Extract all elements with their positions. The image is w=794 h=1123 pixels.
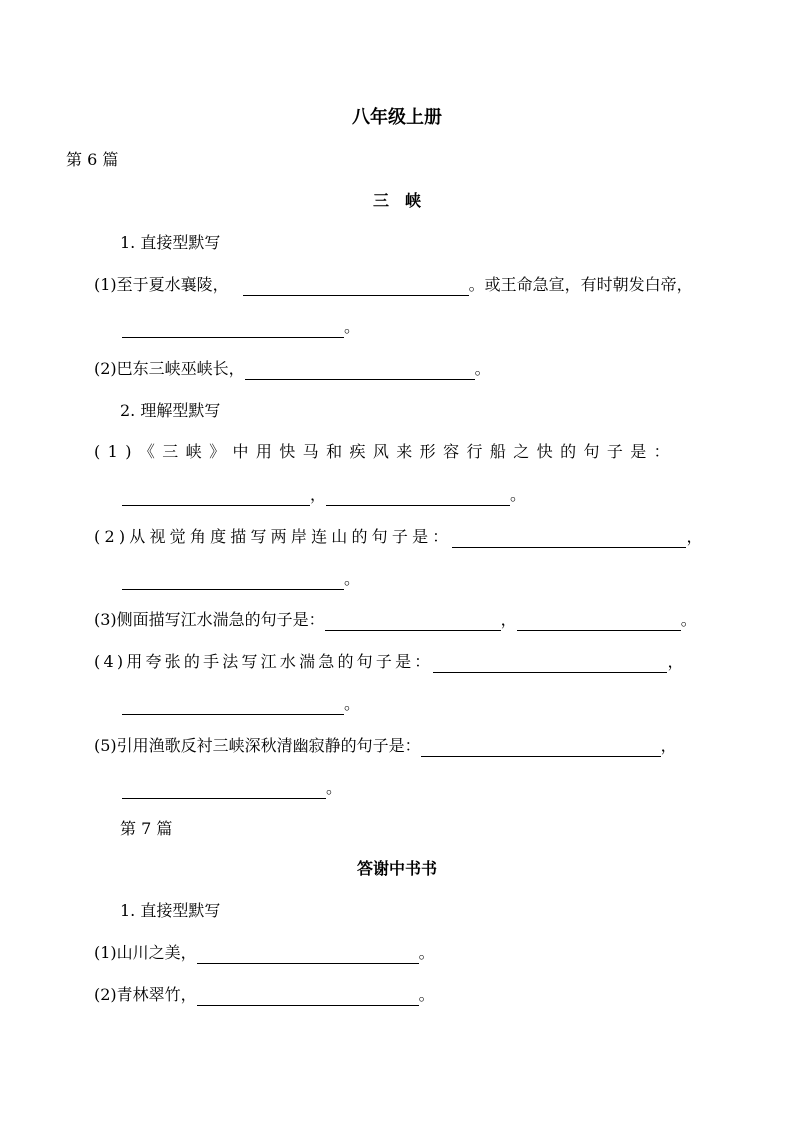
question-text: 。或王命急宣，有时朝发白帝， (468, 275, 693, 294)
question-2-5 (94, 735, 677, 757)
question-7-1 (94, 942, 435, 964)
question-text: (1)至于夏水襄陵， (94, 275, 229, 294)
question-1-1 (94, 274, 693, 296)
punctuation: 。 (680, 610, 697, 629)
answer-blank[interactable] (197, 987, 419, 1006)
punctuation: ， (310, 485, 327, 504)
answer-blank[interactable] (122, 319, 344, 338)
question-1-2 (94, 358, 491, 380)
answer-blank[interactable] (122, 487, 310, 506)
punctuation: ， (500, 610, 517, 629)
answer-line-row (122, 777, 342, 799)
answer-blank[interactable] (122, 780, 326, 799)
question-7-2 (94, 984, 435, 1006)
answer-line-row (122, 484, 526, 506)
section-label: 第 7 篇 (120, 819, 173, 838)
section-label: 第 6 篇 (66, 150, 119, 169)
page-title: 八年级上册 (352, 107, 442, 128)
punctuation: 。 (344, 569, 361, 588)
part-heading: 2. 理解型默写 (120, 401, 221, 420)
punctuation: ， (686, 527, 703, 546)
punctuation: 。 (418, 943, 435, 962)
punctuation: 。 (326, 778, 343, 797)
answer-blank[interactable] (243, 277, 469, 296)
answer-blank[interactable] (433, 654, 667, 673)
question-text: (4)用夸张的手法写江水湍急的句子是： (94, 652, 434, 671)
question-text: (2)青林翠竹， (94, 985, 197, 1004)
section-title: 答谢中书书 (356, 859, 437, 878)
question-2-2 (94, 526, 702, 548)
part-heading: 1. 直接型默写 (120, 901, 221, 920)
answer-blank[interactable] (325, 612, 501, 631)
answer-blank[interactable] (122, 696, 344, 715)
punctuation: 。 (510, 485, 527, 504)
punctuation: ， (667, 652, 684, 671)
answer-blank[interactable] (452, 529, 686, 548)
answer-blank[interactable] (517, 612, 681, 631)
part-heading: 1. 直接型默写 (120, 233, 221, 252)
punctuation: 。 (344, 694, 361, 713)
answer-blank[interactable] (421, 738, 661, 757)
question-2-3 (94, 609, 697, 631)
question-text: (1)山川之美， (94, 943, 197, 962)
section-title: 三 峡 (372, 191, 421, 210)
punctuation: 。 (474, 359, 491, 378)
punctuation: ， (660, 736, 677, 755)
punctuation: 。 (344, 317, 361, 336)
question-text: (2)从视觉角度描写两岸连山的句子是： (94, 527, 453, 546)
answer-blank[interactable] (122, 571, 344, 590)
answer-blank[interactable] (197, 945, 419, 964)
question-text: (3)侧面描写江水湍急的句子是： (94, 610, 325, 629)
answer-blank[interactable] (245, 361, 475, 380)
answer-line-row (122, 693, 360, 715)
question-2-4 (94, 651, 683, 673)
answer-line-row (122, 568, 360, 590)
answer-line-row (122, 316, 360, 338)
question-text: (5)引用渔歌反衬三峡深秋清幽寂静的句子是： (94, 736, 421, 755)
answer-blank[interactable] (326, 487, 510, 506)
question-2-1: (1)《三峡》中用快马和疾风来形容行船之快的句子是： (94, 442, 678, 461)
question-text: (2)巴东三峡巫峡长， (94, 359, 245, 378)
punctuation: 。 (418, 985, 435, 1004)
